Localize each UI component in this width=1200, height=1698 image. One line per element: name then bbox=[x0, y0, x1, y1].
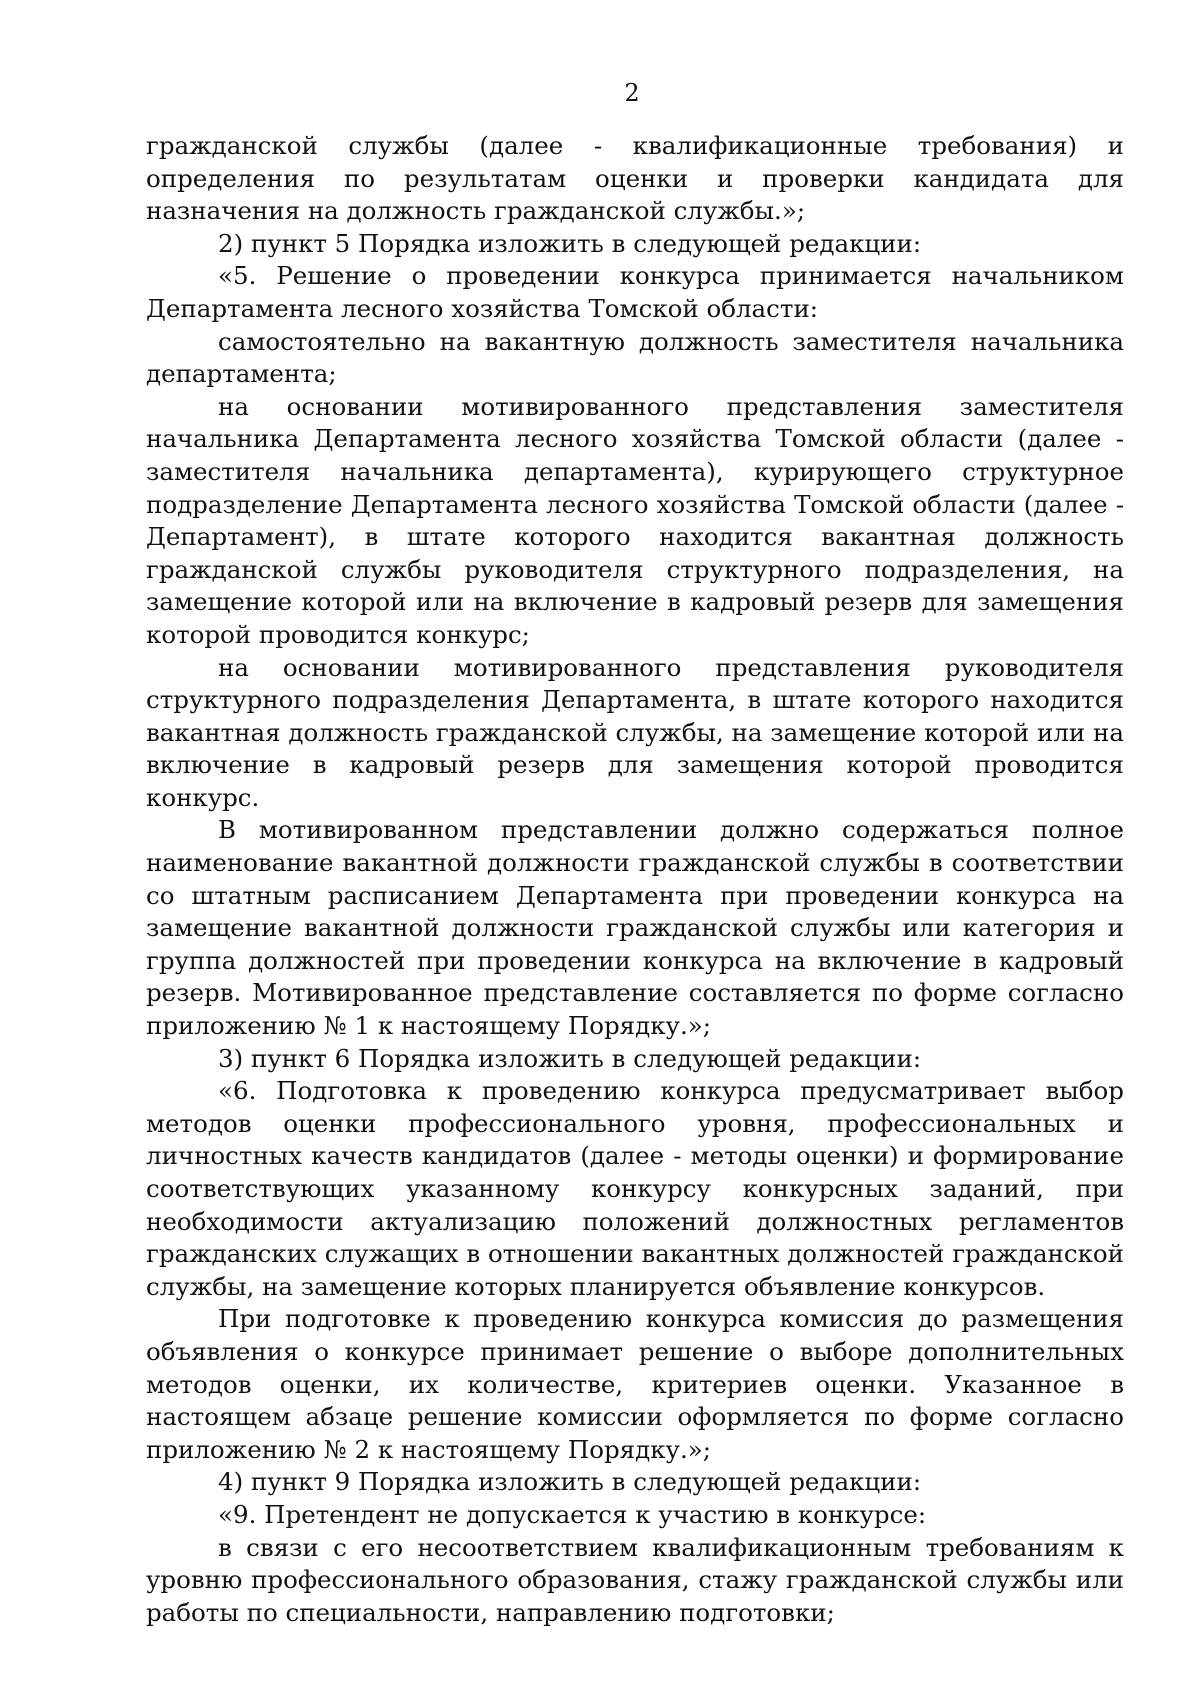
paragraph: «5. Решение о проведении конкурса принимается начальником Департамента лесного хозяйства Томской области: bbox=[146, 261, 1124, 323]
paragraph: В мотивированном представлении должно содержаться полное наименование вакантной должности гражданской службы в соответствии со штатным расписанием Департамента при проведении конкурса на замещение вакантной должности гражданской службы или категория и группа должностей при проведении конкурса на включение в кадровый резерв. Мотивированное представление составляется по форме согласно приложению № 1 к настоящему Порядку.»; bbox=[146, 815, 1124, 1041]
paragraph: «6. Подготовка к проведению конкурса предусматривает выбор методов оценки профессионального уровня, профессиональных и личностных качеств кандидатов (далее - методы оценки) и формирование соответствующих указанному конкурсу конкурсных заданий, при необходимости актуализацию положений должностных регламентов гражданских служащих в отношении вакантных должностей гражданской службы, на замещение которых планируется объявление конкурсов. bbox=[146, 1076, 1124, 1301]
paragraph: 3) пункт 6 Порядка изложить в следующей редакции: bbox=[218, 1043, 922, 1073]
paragraph: 4) пункт 9 Порядка изложить в следующей редакции: bbox=[218, 1467, 922, 1497]
paragraph: самостоятельно на вакантную должность заместителя начальника департамента; bbox=[146, 326, 1124, 389]
paragraph: 2) пункт 5 Порядка изложить в следующей редакции: bbox=[218, 228, 922, 258]
page-number: 2 bbox=[624, 79, 640, 107]
paragraph: на основании мотивированного представления руководителя структурного подразделения Департамента, в штате которого находится вакантная должность гражданской службы, на замещение которой или на включение в кадровый резерв для замещения которой проводится конкурс. bbox=[146, 652, 1124, 812]
paragraph: гражданской службы (далее - квалификационные требования) и определения по результатам оценки и проверки кандидата для назначения на должность гражданской службы.»; bbox=[146, 131, 1124, 226]
paragraph: «9. Претендент не допускается к участию в конкурсе: bbox=[218, 1499, 927, 1529]
paragraph: в связи с его несоответствием квалификационным требованиям к уровню профессионального образования, стажу гражданской службы или работы по специальности, направлению подготовки; bbox=[146, 1532, 1124, 1627]
paragraph: При подготовке к проведению конкурса комиссия до размещения объявления о конкурсе принимает решение о выборе дополнительных методов оценки, их количестве, критериев оценки. Указанное в настоящем абзаце решение комиссии оформляется по форме согласно приложению № 2 к настоящему Порядку.»; bbox=[146, 1304, 1124, 1464]
paragraph: на основании мотивированного представления заместителя начальника Департамента лесного хозяйства Томской области (далее - заместителя начальника департамента), курирующего структурное подразделение Департамента лесного хозяйства Томской области (далее - Департамент), в штате которого находится вакантная должность гражданской службы руководителя структурного подразделения, на замещение которой или на включение в кадровый резерв для замещения которой проводится конкурс; bbox=[146, 391, 1124, 649]
document-body bbox=[146, 130, 1124, 1629]
